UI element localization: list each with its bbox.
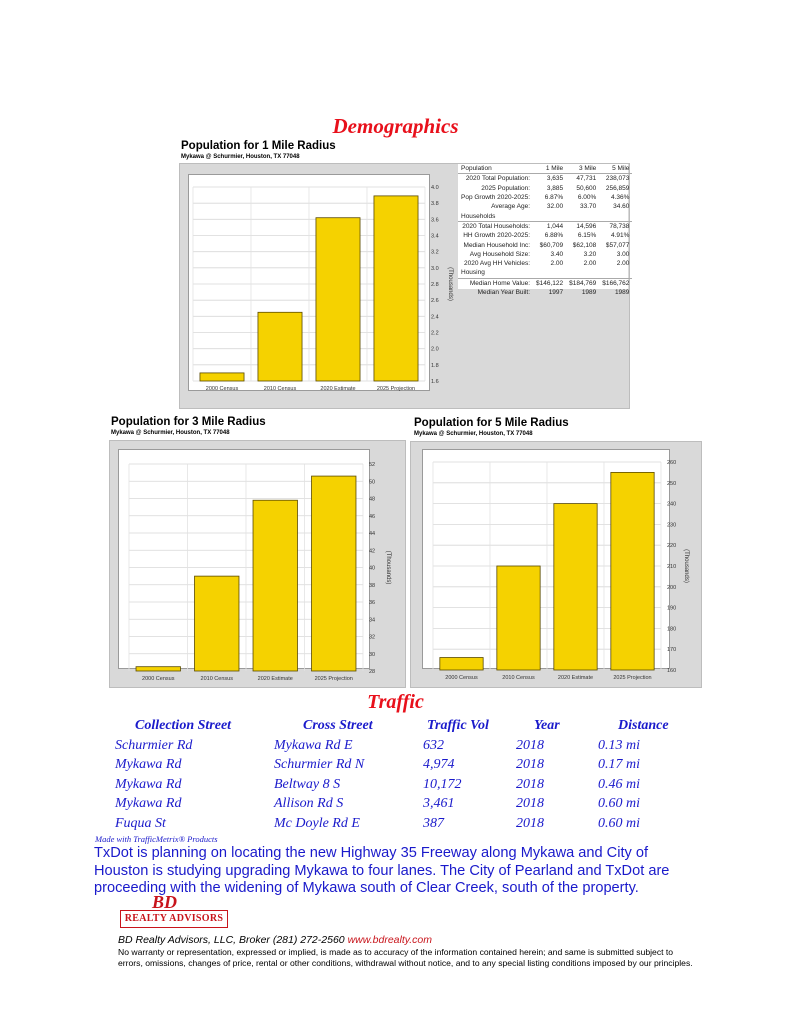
x-tick-label: 2000 Census [142,676,175,682]
y-tick-label: 3.8 [431,201,439,208]
chart-1-svg [189,175,465,405]
stats-households-label: HH Growth 2020-2025: [463,232,531,240]
y-tick-label: 160 [667,668,677,674]
stats-housing-row [458,278,632,288]
stats-population-value: 32.00 [546,203,564,211]
x-tick-label: 2000 Census [445,675,478,681]
x-tick-label: 2025 Projection [376,386,416,392]
traffic-heading: Traffic [367,691,424,713]
stats-housing-value: $146,122 [536,279,564,287]
bar-2025-projection [374,196,418,381]
y-tick-label: 230 [667,522,677,529]
demographics-stats-table [458,164,630,296]
y-tick-label: 34 [369,617,376,624]
y-tick-label: 250 [667,480,677,487]
x-tick-label: 2020 Estimate [557,675,594,681]
y-tick-label: 2.8 [431,282,439,288]
broker-info: BD Realty Advisors, LLC, Broker (281) 272-2560 [118,934,345,946]
traffic-cell: 3,461 [423,796,455,811]
traffic-cell: Beltway 8 S [274,776,341,792]
bar-2025-projection [611,472,654,670]
traffic-row [90,816,690,836]
stats-header-5mile: 5 Mile [599,164,632,174]
traffic-col-distance: Distance [618,718,669,733]
chart-3-panel [410,441,702,688]
y-tick-label: 2.6 [431,298,439,305]
y-tick-label: 36 [369,600,376,606]
traffic-cell: 0.46 mi [598,776,640,792]
x-tick-label: 2010 Census [200,676,233,682]
traffic-row [90,796,690,816]
traffic-cell: 2018 [516,757,544,772]
bar-2000-census [200,373,244,381]
stats-housing-row [458,288,632,297]
y-axis-label: (Thousands) [683,549,689,583]
bar-2010-census [195,576,239,671]
traffic-cell: Mykawa Rd [115,796,182,811]
x-tick-label: 2000 Census [205,386,239,392]
y-tick-label: 42 [369,548,376,555]
y-tick-label: 1.6 [431,379,439,385]
y-tick-label: 30 [369,651,376,658]
stats-housing-label: Median Year Built: [477,289,531,296]
y-tick-label: 260 [667,460,677,466]
stats-housing-value: $184,769 [569,279,597,287]
traffic-cell: Schurmier Rd N [274,757,365,772]
stats-households-value: 3.00 [616,250,630,258]
stats-households-header: Households [458,211,632,221]
stats-population-label: Pop Growth 2020-2025: [461,194,531,202]
stats-housing-header: Housing [458,268,632,278]
y-tick-label: 3.2 [431,249,439,256]
stats-population-label: 2020 Total Population: [465,175,531,183]
stats-population-value: 256,859 [605,184,630,192]
y-tick-label: 3.6 [431,217,439,224]
traffic-cell: 0.60 mi [598,815,640,831]
stats-population-row [458,174,632,184]
stats-households-label: Avg Household Size: [469,250,531,258]
traffic-cell: 2018 [516,815,544,831]
stats-households-row [458,240,632,249]
bar-2020-estimate [253,500,297,671]
traffic-cell: 0.17 mi [598,757,640,772]
traffic-row [90,757,690,777]
stats-header-1mile: 1 Mile [533,164,566,174]
y-tick-label: 180 [667,626,677,633]
stats-population-row [458,184,632,193]
bar-2000-census [440,658,483,670]
stats-households-row [458,250,632,259]
x-tick-label: 2010 Census [502,675,535,681]
y-tick-label: 50 [369,479,376,486]
traffic-cell: 2018 [516,796,544,811]
bar-2010-census [258,312,302,381]
chart-2-panel [109,440,406,688]
y-tick-label: 3.0 [431,265,439,272]
stats-population-value: 238,073 [605,175,630,183]
stats-population-label: Average Age: [491,203,531,211]
chart-2-title: Population for 3 Mile Radius [111,416,266,428]
broker-line [118,934,432,946]
x-tick-label: 2025 Projection [613,675,652,681]
y-axis-label: (Thousands) [447,267,453,301]
y-tick-label: 28 [369,669,376,675]
stats-households-value: 3.20 [583,250,597,258]
stats-housing-value: $166,762 [602,279,630,287]
stats-households-value: 4.91% [610,232,630,240]
stats-housing-label: Median Home Value: [469,279,531,287]
traffic-cell: Mykawa Rd [115,757,182,772]
chart-1-title: Population for 1 Mile Radius [181,140,336,152]
stats-households-value: $57,077 [605,241,630,249]
stats-households-value: 1,044 [546,222,564,230]
stats-households-value: 6.88% [544,232,564,240]
traffic-cell: 0.60 mi [598,796,640,811]
stats-header-3mile: 3 Mile [566,164,599,174]
y-tick-label: 1.8 [431,362,439,369]
chart-3-svg [423,450,703,685]
stats-population-label: 2025 Population: [481,184,531,192]
stats-housing-value: 1989 [581,289,597,296]
y-axis-label: (Thousands) [385,550,391,585]
y-tick-label: 52 [369,462,376,468]
bar-2010-census [497,566,540,670]
stats-households-value: $60,709 [539,241,564,249]
broker-website[interactable]: www.bdrealty.com [347,934,432,946]
stats-households-value: 14,596 [576,222,597,230]
stats-housing-value: 1989 [614,289,630,296]
chart-3-title: Population for 5 Mile Radius [414,417,569,429]
stats-households-value: $62,108 [572,241,597,249]
y-tick-label: 4.0 [431,185,439,191]
page-title: Demographics [332,114,459,138]
stats-households-row [458,231,632,240]
bar-2020-estimate [316,218,360,381]
stats-population-row [458,202,632,211]
disclaimer: No warranty or representation, expressed or implied, is made as to accuracy of the information contained herein; and same is submitted subject to errors, omissions, changes of price, rental or other conditions, withdrawal without notice, and to any special listing conditions imposed by our principles. [118,947,693,968]
stats-households-label: 2020 Avg HH Vehicles: [464,260,531,268]
stats-population-value: 6.87% [544,194,564,202]
traffic-header-row [90,718,690,738]
x-tick-label: 2010 Census [263,386,297,392]
traffic-cell: Schurmier Rd [115,737,193,753]
traffic-cell: 2018 [516,737,544,753]
stats-population-value: 47,731 [576,175,597,183]
traffic-cell: 4,974 [423,757,455,772]
traffic-col-cross: Cross Street [303,718,373,733]
stats-households-row [458,221,632,231]
traffic-cell: 632 [423,737,444,753]
y-tick-label: 32 [369,634,376,641]
traffic-col-year: Year [534,718,560,733]
bar-2000-census [136,667,180,671]
stats-population-value: 4.36% [610,194,630,202]
traffic-cell: Allison Rd S [274,796,344,811]
x-tick-label: 2025 Projection [314,676,353,682]
traffic-cell: 0.13 mi [598,737,640,753]
traffic-cell: 10,172 [423,776,462,792]
y-tick-label: 2.4 [431,314,439,321]
y-tick-label: 3.4 [431,233,439,240]
notes-paragraph: TxDot is planning on locating the new Highway 35 Freeway along Mykawa and City of Houston is studying upgrading Mykawa to four lanes. The City of Pearland and TxDot are proceeding with the widening of Mykawa south of Clear Creek, south of the property. [94,845,670,896]
traffic-cell: Mykawa Rd [115,776,182,792]
chart-1-subtitle: Mykawa @ Schurmier, Houston, TX 77048 [181,154,300,160]
stats-households-value: 6.15% [577,232,597,240]
stats-households-value: 2.00 [616,260,630,268]
y-tick-label: 2.0 [431,346,439,353]
y-tick-label: 40 [369,565,376,572]
traffic-cell: Fuqua St [115,815,166,831]
stats-population-value: 3,885 [546,184,564,192]
chart-2-subtitle: Mykawa @ Schurmier, Houston, TX 77048 [111,430,230,436]
y-tick-label: 170 [667,647,677,654]
y-tick-label: 48 [369,496,376,503]
stats-households-label: Median Household Inc: [463,241,531,249]
traffic-col-collection: Collection Street [135,718,232,733]
stats-households-value: 78,738 [609,222,630,230]
chart-2-svg [119,450,404,685]
stats-households-value: 2.00 [583,260,597,268]
traffic-row [90,777,690,797]
traffic-row [90,738,690,758]
stats-population-value: 6.00% [577,194,597,202]
logo-bd-letters: BD [152,892,178,912]
y-tick-label: 200 [667,584,677,591]
y-tick-label: 44 [369,531,376,537]
chart-1-panel [179,163,630,409]
stats-housing-value: 1997 [548,289,564,296]
traffic-cell: Mc Doyle Rd E [274,815,360,831]
stats-population-row [458,193,632,202]
y-tick-label: 210 [667,564,677,570]
y-tick-label: 38 [369,582,376,589]
traffic-cell: Mykawa Rd E [274,737,353,753]
y-tick-label: 220 [667,543,677,550]
stats-households-value: 2.00 [550,260,564,268]
traffic-cell: 387 [423,815,444,831]
logo [120,910,228,928]
stats-households-row [458,259,632,268]
traffic-table [90,718,690,835]
x-tick-label: 2020 Estimate [257,676,293,682]
stats-header: Population [458,164,533,174]
y-tick-label: 46 [369,513,376,520]
y-tick-label: 240 [667,501,677,508]
bar-2025-projection [312,476,356,671]
stats-population-value: 3,635 [546,175,564,183]
bar-2020-estimate [554,504,597,670]
traffic-credit: Made with TrafficMetrix® Products [95,834,218,844]
chart-3-subtitle: Mykawa @ Schurmier, Houston, TX 77048 [414,431,533,437]
stats-population-value: 33.70 [580,203,597,211]
stats-households-value: 3.40 [550,250,564,258]
y-tick-label: 190 [667,605,677,612]
y-tick-label: 2.2 [431,330,439,337]
stats-population-value: 34.60 [613,203,630,211]
logo-text: REALTY ADVISORS [124,913,224,924]
traffic-col-volume: Traffic Vol [427,718,489,733]
stats-population-value: 50,600 [576,184,597,192]
x-tick-label: 2020 Estimate [320,386,356,392]
traffic-cell: 2018 [516,776,544,792]
stats-households-label: 2020 Total Households: [462,222,531,230]
